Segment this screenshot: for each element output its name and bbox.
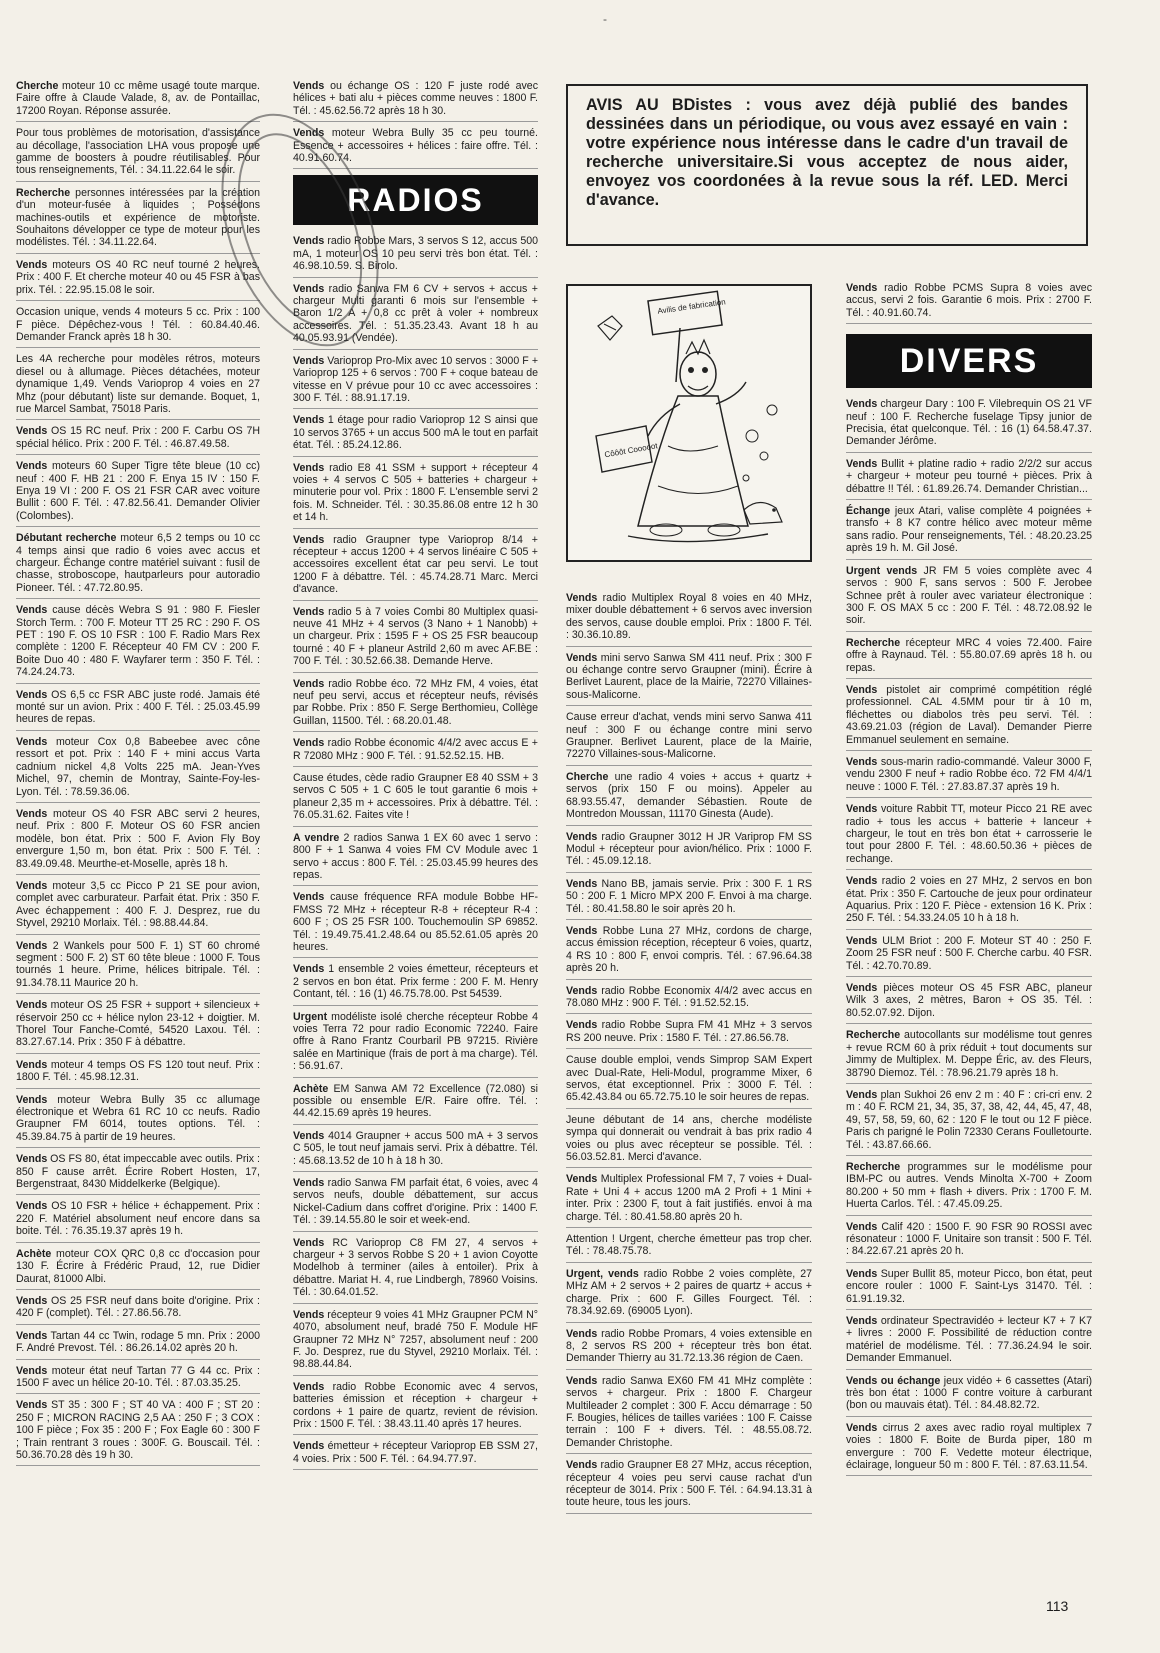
ad-text: radio Sanwa EX60 FM 41 MHz complète : servos + chargeur. Prix : 1800 F. Chargeur Multileader 2 complet : 300 F. Accu démarrage : 50 F. Bougies, hélices de tailles variées : 100 F. Caisse terrain : 100 F + divers. Tél. : 48.55.08.72. Demander Christophe. — [566, 1374, 812, 1449]
ad-text: Tartan 44 cc Twin, rodage 5 mn. Prix : 2000 F. André Prevost. Tél. : 86.26.14.02 après 20 h. — [16, 1329, 260, 1355]
ad-text: Attention ! Urgent, cherche émetteur pas trop cher. Tél. : 78.48.75.78. — [566, 1233, 812, 1258]
classified-ad — [846, 1422, 1092, 1477]
ad-text: jeux vidéo + 6 cassettes (Atari) très bon état : 1000 F contre voiture à carburant (bon ou mauvais état). Tél. : 84.48.82.72. — [846, 1374, 1092, 1412]
classified-ad — [566, 1459, 812, 1514]
sign-caption: Avilis de fabrication — [656, 297, 727, 316]
ad-text: Calif 420 : 1500 F. 90 FSR 90 ROSSI avec résonateur : 1000 F. Unitaire son transit : 500 F. Tél. : 84.22.67.21 après 20 h. — [846, 1220, 1092, 1258]
ad-text: radio Robbe Economic avec 4 servos, batteries émission et réception + chargeur + cordons + 1 paire de quartz, revient de révision. Prix : 1500 F. Tél. : 38.43.11.40 après 17 heures. — [293, 1380, 538, 1430]
classified-ad — [293, 1130, 538, 1172]
ad-text: radio Graupner E8 27 MHz, accus réception, récepteur 4 voies peu servi cause rachat d'un récepteur de 3014. Prix : 500 F. Tél. : 64.94.13.31 à toute heure, tous les jours. — [566, 1459, 812, 1509]
classified-ad — [16, 259, 260, 301]
ad-text: pistolet air comprimé compétition réglé professionnel. CAL 4.5MM pour tir à 10 m, fléchettes ou diabolos très peu servi. Tél. : 43.69.21.03 (région de Laval). Demander Pierre Emmanuel seulement en semaine. — [846, 683, 1092, 746]
ad-keyword: Vends — [293, 282, 325, 295]
classified-ad — [293, 127, 538, 169]
ad-keyword: Vends — [16, 735, 48, 748]
ad-text: radio Robbe 2 voies complète, 27 MHz AM + 2 servos + 2 paires de quartz + accus + charge. Prix : 600 F. Gilles Fourgect. Tél. : 78.34.92.69. (69005 Lyon). — [566, 1267, 812, 1318]
top-mark: - — [603, 12, 607, 26]
ad-text: radio Robbe Economix 4/4/2 avec accus en 78.080 MHz : 900 F. Tél. : 91.52.52.15. — [566, 984, 812, 1009]
classified-ad — [566, 831, 812, 873]
ad-keyword: Recherche — [846, 636, 901, 649]
classified-ad — [846, 875, 1092, 930]
ad-keyword: Vends — [293, 1177, 325, 1190]
ad-text: Pour tous problèmes de motorisation, d'assistance au décollage, l'association LHA vous propose une gamme de boosters à poudre réutilisables. Pour tous renseignements, Tél. : 34.11.22.64 le soir. — [16, 127, 260, 177]
ad-text: modéliste isolé cherche récepteur Robbe 4 voies Terra 72 pour radio Economic 72240. Faire offre à Rano Frantz Courbaril PB 97215. Rivière salée en Martinique (frais de port à ma charge). Tél. : 56.91.67. — [293, 1010, 538, 1073]
ad-text: cause décès Webra S 91 : 980 F. Fiesler Storch Term. : 700 F. Moteur TT 25 RC : 290 F. OS PET : 190 F. OS 10 FSR : 100 F. Radio Mars Rex complète : 1200 F. Récepteur 40 FM CV : 200 F. Boite Duo 40 : 480 F. Wayfarer term : 350 F. Tél. : 74.24.24.73. — [16, 604, 260, 679]
classified-ad — [846, 1089, 1092, 1156]
classified-ad — [846, 982, 1092, 1024]
ad-text: sous-marin radio-commandé. Valeur 3000 F, vendu 2300 F neuf + radio Robbe éco. 72 FM 4/4/1 neuve : 1000 F. Tél. : 27.83.87.37 après 19 h. — [846, 755, 1092, 793]
classified-ad — [293, 1309, 538, 1376]
ad-text: pièces moteur OS 45 FSR ABC, planeur Wilk 3 axes, 2 mètres, Baron + OS 35. Tél. : 80.52.07.92. Dijon. — [846, 982, 1092, 1019]
classified-ad — [566, 1114, 812, 1169]
ad-text: ULM Briot : 200 F. Moteur ST 40 : 250 F. Zoom 25 FSR neuf : 500 F. Cherche carbu. 40 FSR. Tél. : 42.70.70.89. — [846, 934, 1092, 972]
ad-text: Varioprop Pro-Mix avec 10 servos : 3000 F + Varioprop 125 + 6 servos : 700 F + coque bateau de vitesse en V prévue pour 10 cc avec accessoires : 300 F. Tél. : 88.91.17.19. — [293, 354, 538, 404]
ad-text: ordinateur Spectravidéo + lecteur K7 + 7 K7 + livres : 2000 F. Possibilité de réduction contre matériel de modélisme. Tél. : 77.36.24.94 le soir. Demander Emmanuel. — [846, 1315, 1092, 1365]
column-2-top-ads — [293, 80, 538, 169]
ad-keyword: Vends — [16, 1200, 48, 1213]
ad-keyword: Vends — [566, 984, 598, 997]
ad-text: RC Varioprop C8 FM 27, 4 servos + chargeur + 3 servos Robbe S 20 + 1 avion Coyotte Modelhob à terminer (ailes à entoiler). Prix à débattre. Mariat H. 4, rue Lindbergh, 78960 Voisins. Tél. : 30.64.01.52. — [293, 1236, 538, 1299]
ad-text: OS 15 RC neuf. Prix : 200 F. Carbu OS 7H spécial hélico. Prix : 200 F. Tél. : 46.87.49.58. — [16, 425, 260, 450]
ad-text: moteur COX QRC 0,8 cc d'occasion pour 130 F. Écrire à Frédéric Praud, 12, rue Didier Daurat, 81000 Albi. — [16, 1247, 260, 1285]
ad-keyword: Vends — [293, 354, 325, 367]
classified-ad — [566, 1233, 812, 1263]
ad-keyword: Cherche — [566, 770, 609, 783]
classified-ad — [566, 1054, 812, 1109]
ad-keyword: Vends — [16, 1399, 48, 1412]
classified-ad — [293, 1237, 538, 1304]
section-heading-radios: RADIOS — [293, 175, 538, 225]
ad-keyword: Vends — [566, 1327, 598, 1340]
classified-ad — [846, 803, 1092, 870]
classified-ad — [16, 1200, 260, 1242]
ad-text: moteur Webra Bully 35 cc allumage électronique et Webra 61 RC 10 cc neufs. Radio Graupner FM 6014, toutes options. Tél. : 45.39.84.75 à partir de 19 heures. — [16, 1093, 260, 1143]
classified-ad — [16, 736, 260, 803]
classified-ad — [566, 592, 812, 647]
classified-ad — [293, 1083, 538, 1125]
ad-keyword: Vends — [293, 80, 325, 92]
ad-text: OS 10 FSR + hélice + échappement. Prix : 220 F. Matériel absolument neuf encore dans sa boite. Tél. : 76.35.19.37 après 19 h. — [16, 1200, 260, 1238]
ad-text: mini servo Sanwa SM 411 neuf. Prix : 300 F ou échange contre servo Graupner (mini). Écrire à Berlivet Laurent, place de la Mairie, 72270 Villaines-sous-Malicorne. — [566, 651, 812, 701]
classified-ad — [566, 1019, 812, 1049]
ad-text: radio 2 voies en 27 MHz, 2 servos en bon état. Prix : 350 F. Cartouche de jeux pour ordinateur Aquarius. Prix : 120 F. Pièce - extension 16 K. Prix : 250 F. Tél. : 54.33.24.05 10 h à 18 h. — [846, 875, 1092, 925]
ad-keyword: Vends — [16, 688, 48, 701]
classified-ad — [293, 534, 538, 601]
ad-keyword: Vends — [293, 414, 325, 427]
classified-ad — [293, 1011, 538, 1078]
classifieds-column-2 — [293, 80, 538, 1475]
ad-text: chargeur Dary : 100 F. Vilebrequin OS 21 VF neuf : 100 F. Recherche fuselage Tipsy junior de Precisia, état quelconque. Tél. : 16 (1) 64.58.47.37. Demander Jérôme. — [846, 398, 1092, 448]
ad-text: Cause double emploi, vends Simprop SAM Expert avec Dual-Rate, Heli-Modul, programme Mixer, 6 servos, état exceptionnel. Prix : 3000 F. Tél. : 65.42.43.84 ou 65.72.75.10 le soir heures de repas. — [566, 1054, 812, 1104]
ad-text: 1 ensemble 2 voies émetteur, récepteurs et 2 servos en bon état. Prix ferme : 200 F. M. Henry Contant, tél. : 16 (1) 46.75.78.00. Pst 54539. — [293, 963, 538, 1001]
ad-text: Super Bullit 85, moteur Picco, bon état, peut encore rouler : 1000 F. Saint-Lys 31470. Tél. : 61.91.19.32. — [846, 1267, 1092, 1305]
classified-ad — [16, 425, 260, 455]
classified-ad — [293, 963, 538, 1005]
bag-caption: Côôôt Cooooot — [603, 441, 659, 460]
ad-keyword: Vends — [846, 398, 878, 411]
ad-keyword: Vends — [846, 457, 878, 470]
ad-keyword: Vends — [16, 425, 48, 438]
classified-ad — [846, 756, 1092, 798]
ad-keyword: Vends — [16, 1329, 48, 1342]
ad-text: radio Robbe PCMS Supra 8 voies avec accus, servi 2 fois. Garantie 6 mois. Prix : 2700 F. Tél. : 40.91.60.74. — [846, 282, 1092, 319]
section-heading-divers: DIVERS — [846, 334, 1092, 388]
classified-ad — [846, 684, 1092, 751]
classifieds-column-4 — [846, 282, 1092, 1481]
classified-ad — [16, 532, 260, 599]
radios-ads — [293, 235, 538, 1470]
ad-keyword: Vends — [16, 460, 48, 473]
classified-ad — [16, 689, 260, 731]
ad-text: 2 Wankels pour 500 F. 1) ST 60 chromé segment : 500 F. 2) ST 60 tête bleue : 1000 F. Tous tournés 1 heure. Prime, hélices bitripale. Tél. : 91.34.78.11 Maurice 20 h. — [16, 939, 260, 989]
ad-keyword: Vends — [566, 924, 598, 937]
ad-keyword: Vends — [16, 807, 48, 820]
ad-text: Cause études, cède radio Graupner E8 40 SSM + 3 servos C 505 + 1 C 605 le tout garantie 6 mois + planeur 2,35 m + accessoires. Prix à débattre. Tél. : 76.05.31.62. Faites vite ! — [293, 772, 538, 822]
ad-text: Occasion unique, vends 4 moteurs 5 cc. Prix : 100 F pièce. Dépêchez-vous ! Tél. : 60.84.40.46. Demander Franck après 18 h 30. — [16, 306, 260, 343]
classified-ad — [846, 637, 1092, 679]
ad-text: 2 radios Sanwa 1 EX 60 avec 1 servo : 800 F + 1 Sanwa 4 voies FM CV Module avec 1 servo + accus : 800 F. Tél. : 25.03.45.99 heures des repas. — [293, 831, 538, 881]
classified-ad — [16, 604, 260, 683]
classified-ad — [16, 306, 260, 348]
classified-ad — [16, 1399, 260, 1466]
classified-ad — [846, 1375, 1092, 1417]
ad-keyword: Vends — [846, 1267, 878, 1280]
ad-text: 1 étage pour radio Varioprop 12 S ainsi que 10 servos 3765 + un accus 500 mA le tout en parfait état. Tél. : 85.24.12.86. — [293, 414, 538, 452]
ad-keyword: Vends — [566, 830, 598, 843]
ad-text: Robbe Luna 27 MHz, cordons de charge, accus émission réception, récepteur 6 voies, quartz, 4 RS 10 : 800 F, envoi compris. Tél. : 67.96.64.38 après 20 h. — [566, 924, 812, 975]
ad-keyword: Vends — [293, 963, 325, 976]
ad-keyword: Vends — [293, 533, 325, 546]
ad-text: radio E8 41 SSM + support + récepteur 4 voies + 4 servos C 505 + batteries + chargeur + minuterie pour vol. Prix : 1800 F. L'ensemble servi 2 fois. M. Schneider. Tél. : 30.35.86.08 entre 12 h 30 et 14 h. — [293, 461, 538, 524]
classified-ad — [293, 1381, 538, 1436]
ad-keyword: Vends — [846, 1088, 878, 1101]
ad-keyword: Échange — [846, 505, 891, 518]
ad-keyword: Vends — [846, 934, 878, 947]
classified-ad — [16, 460, 260, 527]
classified-ad — [293, 462, 538, 529]
ad-keyword: Vends — [16, 1153, 48, 1166]
classified-ad — [846, 458, 1092, 500]
ad-keyword: Achète — [16, 1247, 52, 1260]
ad-text: jeux Atari, valise complète 4 poignées + transfo + 8 K7 contre hélico avec moteur même sans radio. Pour renseignements, Tél. : 48.20.23.25 après 19 h. M. Gil José. — [846, 505, 1092, 555]
ad-text: OS 6,5 cc FSR ABC juste rodé. Jamais été monté sur un avion. Prix : 400 F. Tél. : 25.03.45.99 heures de repas. — [16, 688, 260, 726]
classified-ad — [846, 398, 1092, 453]
ad-text: radio Robbe Promars, 4 voies extensible en 8, 2 servos RS 200 + récepteur très bon état. Demander Thierry au 31.72.13.36 région de Caen. — [566, 1327, 812, 1365]
ad-keyword: Vends — [16, 999, 48, 1012]
ad-keyword: Vends — [566, 651, 598, 664]
classified-ad — [566, 925, 812, 980]
classified-ad — [16, 940, 260, 995]
ad-text: moteur 10 cc même usagé toute marque. Faire offre à Claude Valade, 8, av. de Pontaillac, 17200 Royan. Réponse assurée. — [16, 80, 260, 117]
ad-keyword: Vends — [566, 1019, 598, 1032]
classified-ad — [293, 832, 538, 887]
ad-keyword: Vends — [846, 282, 878, 294]
ad-text: radio Robbe économic 4/4/2 avec accus E + R 72080 MHz : 900 F. Tél. : 91.52.52.15. HB. — [293, 737, 538, 762]
classified-ad — [566, 1173, 812, 1228]
ad-text: radio Robbe éco. 72 MHz FM, 4 voies, état neuf peu servi, accus et récepteur neufs, révisés par Robbe. Prix : 850 F. Serge Berthomieu, Collège Guillan, 11500. Tél. : 68.20.01.48. — [293, 677, 538, 727]
ad-text: radio Sanwa FM parfait état, 6 voies, avec 4 servos neufs, double débattement, sur accus Nickel-Cadium dans coffret d'origine. Prix : 1400 F. Tél. : 39.14.55.80 le soir et week-end. — [293, 1177, 538, 1227]
classified-ad — [293, 772, 538, 827]
ad-keyword: Vends — [293, 1129, 325, 1142]
classified-ad — [293, 891, 538, 958]
ad-keyword: Vends — [846, 683, 878, 696]
ad-keyword: Vends — [846, 755, 878, 768]
ad-keyword: Vends — [566, 592, 598, 604]
cartoon-drawing — [568, 286, 810, 560]
ad-text: radio Graupner 3012 H JR Variprop FM SS Modul + récepteur pour avion/hélico. Prix : 1000 F. Tél. : 45.09.12.18. — [566, 830, 812, 868]
ad-keyword: Achète — [293, 1082, 329, 1095]
ad-text: moteur Cox 0,8 Babeebee avec cône ressort et pot. Prix : 140 F + mini accus Varta cadnium nickel 4,8 Volts 225 mA. Jean-Yves Michel, 97, chemin de Montray, Sainte-Foy-les-Lyon. Tél. : 78.59.36.06. — [16, 735, 260, 798]
ad-keyword: Vends — [293, 605, 325, 618]
classified-ad — [566, 711, 812, 766]
ad-text: ou échange OS : 120 F juste rodé avec hélices + bati alu + pièces comme neuves : 1800 F. Tél. : 45.62.56.72 après 18 h 30. — [293, 80, 538, 117]
ad-keyword: A vendre — [293, 831, 340, 844]
ad-keyword: Vends — [16, 604, 48, 617]
classified-ad — [16, 1153, 260, 1195]
classifieds-column-1 — [16, 80, 260, 1471]
ad-keyword: Urgent vends — [846, 564, 918, 577]
ad-keyword: Vends — [16, 1294, 48, 1307]
ad-text: autocollants sur modélisme tout genres + revue RCM 60 à prix réduit + tout documents sur Jimmy de Multiplex. M. Deppe Éric, av. des Fleurs, 38790 Diemoz. Tél. : 78.96.21.79 après 18 h. — [846, 1029, 1092, 1079]
ad-text: OS FS 80, état impeccable avec outils. Prix : 850 F cause arrêt. Écrire Robert Hosten, 17, Bergenstraat, 8430 Middelkerke (Belgique). — [16, 1153, 260, 1191]
ad-keyword: Vends — [846, 982, 878, 995]
classified-ad — [566, 985, 812, 1015]
ad-text: radio 5 à 7 voies Combi 80 Multiplex quasi-neuve 41 MHz + 4 servos (3 Nano + 1 Nanobb) + un chargeur. Prix : 1595 F + OS 25 FSR beaucoup tourné : 40 F + planeur Astrild 2,60 m avec AF.BE : 700 F. Tél. : 30.52.66.38. Demande Herve. — [293, 605, 538, 668]
ad-text: moteur Webra Bully 35 cc peu tourné. Essence + accessoires + hélices : faire offre. Tél. : 40.91.60.74. — [293, 127, 538, 165]
classified-ad — [846, 1221, 1092, 1263]
classified-ad — [16, 80, 260, 122]
ad-keyword: Vends — [293, 891, 325, 904]
ad-text: radio Robbe Mars, 3 servos S 12, accus 500 mA, 1 moteur OS 10 peu servi très bon état. Tél. : 46.98.10.59. S. Birolo. — [293, 235, 538, 273]
ad-keyword: Vends — [293, 1440, 325, 1453]
cartoon-illustration — [566, 284, 812, 562]
ad-keyword: Vends — [846, 1421, 878, 1434]
ad-keyword: Recherche — [846, 1029, 901, 1042]
ad-keyword: Urgent, vends — [566, 1267, 639, 1280]
ad-keyword: Urgent — [293, 1010, 328, 1023]
bdistes-notice: AVIS AU BDistes : vous avez déjà publié des bandes dessinées dans un périodique, ou vous avez essayé en vain : votre expérience nous intéresse dans le cadre d'un travail de recherche universitaire.Si vous acceptez de nous aider, envoyez vos coordonées à la revue sous la réf. LED. Merci d'avance. — [566, 84, 1088, 246]
ad-text: plan Sukhoi 26 env 2 m : 40 F : cri-cri env. 2 m : 40 F. RCM 21, 34, 35, 37, 38, 42, 44, 45, 47, 48, 49, 57, 58, 59, 60, 62 : 120 F le tout ou 12 F pièce. Paris ch parigné le Polin 72330 Cerans Foulletourte. Tél. : 43.87.66.66. — [846, 1088, 1092, 1151]
ad-text: Jeune débutant de 14 ans, cherche modéliste sympa qui donnerait ou vendrait à bas prix radio 4 voies ou plus avec récepteur se possible. Tél. : 56.03.52.81. Merci d'avance. — [566, 1113, 812, 1164]
ad-text: moteurs OS 40 RC neuf tourné 2 heures. Prix : 400 F. Et cherche moteur 40 ou 45 FSR à bas prix. Tél. : 22.95.15.08 le soir. — [16, 258, 260, 296]
ad-keyword: Vends — [293, 1308, 325, 1321]
classified-ad — [846, 282, 1092, 324]
classified-ad — [16, 808, 260, 875]
classified-ad — [846, 565, 1092, 632]
ad-keyword: Vends — [846, 1220, 878, 1233]
classified-ad — [16, 999, 260, 1054]
classified-ad — [16, 1248, 260, 1290]
classified-ad — [16, 187, 260, 254]
ad-text: radio Robbe Supra FM 41 MHz + 3 servos RS 200 neuve. Prix : 1580 F. Tél. : 27.86.56.78. — [566, 1019, 812, 1044]
divers-ads — [846, 398, 1092, 1476]
classified-ad — [293, 235, 538, 277]
ad-text: récepteur MRC 4 voies 72.400. Faire offre à Raynaud. Tél. : 55.80.07.69 après 18 h. ou repas. — [846, 636, 1092, 674]
classified-ad — [846, 1315, 1092, 1370]
classified-ad — [16, 880, 260, 935]
ad-keyword: Vends — [846, 875, 878, 888]
ad-text: Les 4A recherche pour modèles rétros, moteurs diesel ou à allumage. Pièces détachées, moteur dynamique 1,49. Vends Varioprop 4 voies en 27 Mhz (pour débutant) liste sur demande. Boquet, 1, rue Marcel Sambat, 75018 Paris. — [16, 353, 260, 415]
column-4-top-ads — [846, 282, 1092, 324]
ad-text: voiture Rabbit TT, moteur Picco 21 RE avec radio + tous les accus + batterie + lanceur + chargeur, le tout en très bon état + carrosserie le tout pour 2800 F. Tél. : 48.60.50.36 + pièces de rechange. — [846, 803, 1092, 865]
ad-keyword: Vends — [566, 1173, 598, 1186]
ad-text: Multiplex Professional FM 7, 7 voies + Dual-Rate + Uni 4 + accus 1200 mA 2 Profi + 1 Mini + inter. Prix : 2300 F, tout à fait justifiés. envoi à ma charge. Tél. : 80.41.58.80 après 20 h. — [566, 1173, 812, 1223]
classified-ad — [293, 283, 538, 350]
classified-ad — [293, 737, 538, 767]
ad-text: 4014 Graupner + accus 500 mA + 3 servos C 505, le tout neuf jamais servi. Prix à débattre. Tél. : 45.68.13.52 de 10 h à 18 h 30. — [293, 1129, 538, 1167]
classified-ad — [16, 127, 260, 182]
ad-text: OS 25 FSR neuf dans boite d'origine. Prix : 420 F (complet). Tél. : 27.86.56.78. — [16, 1294, 260, 1320]
ad-text: moteur 6,5 2 temps ou 10 cc 4 temps ainsi que radio 6 voies avec accus et chargeur. Échange contre matériel suivant : fusil de chasse, stroboscope, hautparleurs pour autoradio Pioneer. Tél. : 47.72.80.95. — [16, 532, 260, 594]
classified-ad — [566, 1328, 812, 1370]
ad-keyword: Vends — [293, 127, 325, 140]
ad-keyword: Vends — [566, 877, 598, 890]
classified-ad — [846, 1161, 1092, 1216]
ad-keyword: Vends — [293, 677, 325, 690]
ad-keyword: Vends — [16, 939, 48, 952]
ad-keyword: Vends — [293, 1236, 325, 1249]
ad-text: radio Sanwa FM 6 CV + servos + accus + chargeur Multi garanti 6 mois sur l'ensemble + Baron 1/2 A + 0,8 cc prêt à voler + nombreux accessoires. Tél. : 51.35.23.43. Avant 18 h au 40.05.93.91 (Vendée). — [293, 282, 538, 345]
classified-ad — [16, 1059, 260, 1089]
classified-ad — [846, 1268, 1092, 1310]
ad-text: moteur 3,5 cc Picco P 21 SE pour avion, complet avec carburateur. Parfait état. Prix : 350 F. Avec échappement : 400 F. J. Desprez, rue du Styvel, 29210 Morlaix. Tél. : 98.88.44.84. — [16, 879, 260, 930]
ad-text: personnes intéressées par la création d'un moteur-fusée à liquides ; Possédons machines-outils et expérience de motoriste. Souhaitons développer ce type de moteur pour les modélistes. Tél. : 34.11.22.64. — [16, 186, 260, 249]
ad-text: Cause erreur d'achat, vends mini servo Sanwa 411 neuf : 300 F ou échange contre mini servo Graupner. Berlivet Laurent, place de la Mairie, 72270 Villaines-sous-Malicorne. — [566, 711, 812, 761]
ad-text: cirrus 2 axes avec radio royal multiplex 7 voies : 1800 F. Boite de Burda piper, 180 m envergure : 700 F. Vedette moteur électrique, éclairage, longueur 50 m : 800 F. Tél. : 87.63.11.54. — [846, 1421, 1092, 1472]
classified-ad — [293, 678, 538, 733]
classified-ad — [16, 1365, 260, 1395]
ad-keyword: Vends — [16, 1364, 48, 1377]
ad-keyword: Vends — [16, 879, 48, 892]
ad-text: programmes sur le modélisme pour IBM-PC ou autres. Vends Minolta X-700 + Zoom 80.200 + 50 mm + flash + divers. Prix : 1700 F. M. Huerta Carlos. Tél. : 47.45.09.25. — [846, 1160, 1092, 1211]
classified-ad — [566, 771, 812, 826]
classified-ad — [846, 1029, 1092, 1084]
ad-text: émetteur + récepteur Varioprop EB SSM 27, 4 voies. Prix : 500 F. Tél. : 64.94.77.97. — [293, 1440, 538, 1465]
ad-text: EM Sanwa AM 72 Excellence (72.080) si possible ou ensemble E/R. Faire offre. Tél. : 44.42.15.69 après 19 heures. — [293, 1082, 538, 1120]
ad-keyword: Vends — [566, 1459, 598, 1472]
classified-ad — [566, 1268, 812, 1323]
ad-keyword: Vends — [16, 1093, 48, 1106]
classified-ad — [293, 414, 538, 456]
ad-text: radio Graupner type Varioprop 8/14 + récepteur + accus 1200 + 4 servos linéaire C 505 + accessoires excellent état car peu servi. Le tout 1200 F à débattre. Tél. : 45.74.28.71 Marc. Merci d'avance. — [293, 533, 538, 596]
classified-ad — [293, 355, 538, 410]
ad-text: JR FM 5 voies complète avec 4 servos : 900 F, sans servos : 500 F. Jerobee Schnee prêt à rouler avec variateur électronique : 300 F. OS MAX 5 cc : 200 F. Tél. : 48.72.08.92 le soir. — [846, 564, 1092, 627]
classified-ad — [293, 80, 538, 122]
ad-keyword: Recherche — [16, 186, 71, 199]
classified-ad — [846, 935, 1092, 977]
classified-ad — [16, 1295, 260, 1325]
classified-ad — [16, 1330, 260, 1360]
ad-text: moteur OS 40 FSR ABC servi 2 heures, neuf. Prix : 800 F. Moteur OS 60 FSR ancien modèle, bon état. Prix : 500 F. Avion Fly Boy envergure 1,50 m, bon état. Prix : 500 F. Tél. : 83.49.09.48. Meurthe-et-Moselle, après 18 h. — [16, 807, 260, 870]
ad-keyword: Vends — [846, 1315, 878, 1327]
ad-keyword: Cherche — [16, 80, 59, 92]
classified-ad — [293, 1177, 538, 1232]
classified-ad — [293, 1440, 538, 1470]
ad-keyword: Débutant recherche — [16, 532, 117, 545]
ad-keyword: Recherche — [846, 1160, 901, 1173]
ad-text: cause fréquence RFA module Bobbe HF-FMSS 72 MHz + récepteur R-8 + récepteur R-4 : 600 F ; OS 25 FSR 100. Touchemoulin SP 69852. Tél. : 19.49.75.41.2.48.64 ou 85.52.61.05 après 20 heures. — [293, 891, 538, 953]
ad-keyword: Vends — [293, 1380, 325, 1393]
ad-keyword: Vends — [16, 258, 48, 271]
ad-text: ST 35 : 300 F ; ST 40 VA : 400 F ; ST 20 : 250 F ; MICRON RACING 2,5 AA : 250 F ; 3 COX : 100 F pièce ; Fox 35 : 200 F ; Fox Eagle 60 : 300 F ; Train rentrant 3 roues : 300F. G. Bouscail. Tél. : 50.36.70.28 dès 19 h 30. — [16, 1399, 260, 1461]
ad-text: moteur OS 25 FSR + support + silencieux + réservoir 250 cc + hélice nylon 23-12 + doigtier. M. Thorel Tour Fanche-Comté, 54520 Laxou. Tél. : 83.27.67.14. Prix : 350 F à débattre. — [16, 999, 260, 1049]
ad-text: moteur état neuf Tartan 77 G 44 cc. Prix : 1500 F avec un hélice 20-10. Tél. : 87.03.35.25. — [16, 1364, 260, 1389]
ad-keyword: Vends — [566, 1374, 598, 1387]
ad-keyword: Vends ou échange — [846, 1374, 941, 1387]
ad-keyword: Vends — [293, 461, 325, 474]
ad-text: moteurs 60 Super Tigre tête bleue (10 cc) neuf : 400 F. HB 21 : 200 F. Enya 15 IV : 150 F. Enya 19 VI : 200 F. OS 21 FSR CAR avec voiture Bullit : 600 F. Tél. : 47.82.56.41. Demander Olivier (Colombes). — [16, 460, 260, 522]
ad-text: une radio 4 voies + accus + quartz + servos (prix 150 F ou moins). Appeler au 68.93.55.47, demander Sébastien. Route de Montredon Moussan, 11170 Ginesta (Aude). — [566, 770, 812, 821]
ad-text: Bullit + platine radio + radio 2/2/2 sur accus + chargeur + moteur peu tourné + pièces. Prix à débattre !! Tél. : 61.89.26.74. Demander Christian... — [846, 457, 1092, 495]
classified-ad — [566, 652, 812, 707]
ad-text: moteur 4 temps OS FS 120 tout neuf. Prix : 1800 F. Tél. : 45.98.12.31. — [16, 1058, 260, 1084]
classified-ad — [566, 1375, 812, 1454]
classified-ad — [16, 353, 260, 420]
ad-keyword: Vends — [293, 235, 325, 248]
classified-ad — [566, 878, 812, 920]
classified-ad — [16, 1094, 260, 1149]
classified-ad — [846, 505, 1092, 560]
ad-keyword: Vends — [293, 737, 325, 750]
ad-text: récepteur 9 voies 41 MHz Graupner PCM N° 4070, absolument neuf, bradé 750 F. Module HF Graupner 72 MHz N° 7257, absolument neuf : 200 F. Jo. Desprez, rue du Styvel, 29210 Morlaix. Tél. : 98.88.44.84. — [293, 1308, 538, 1371]
page-number: 113 — [1046, 1598, 1069, 1614]
classified-ad — [293, 606, 538, 673]
classifieds-column-3 — [566, 592, 812, 1519]
ad-text: Nano BB, jamais servie. Prix : 300 F. 1 RS 50 : 200 F. 1 Micro MPX 200 F. Envoi à ma charge. Tél. : 80.41.58.80 le soir après 20 h. — [566, 877, 812, 915]
ad-keyword: Vends — [846, 803, 878, 816]
ad-keyword: Vends — [16, 1058, 48, 1071]
ad-text: radio Multiplex Royal 8 voies en 40 MHz, mixer double débattement + 6 servos avec inversion des servos, cause double emploi. Prix : 1800 F. Tél. : 30.36.10.89. — [566, 592, 812, 642]
